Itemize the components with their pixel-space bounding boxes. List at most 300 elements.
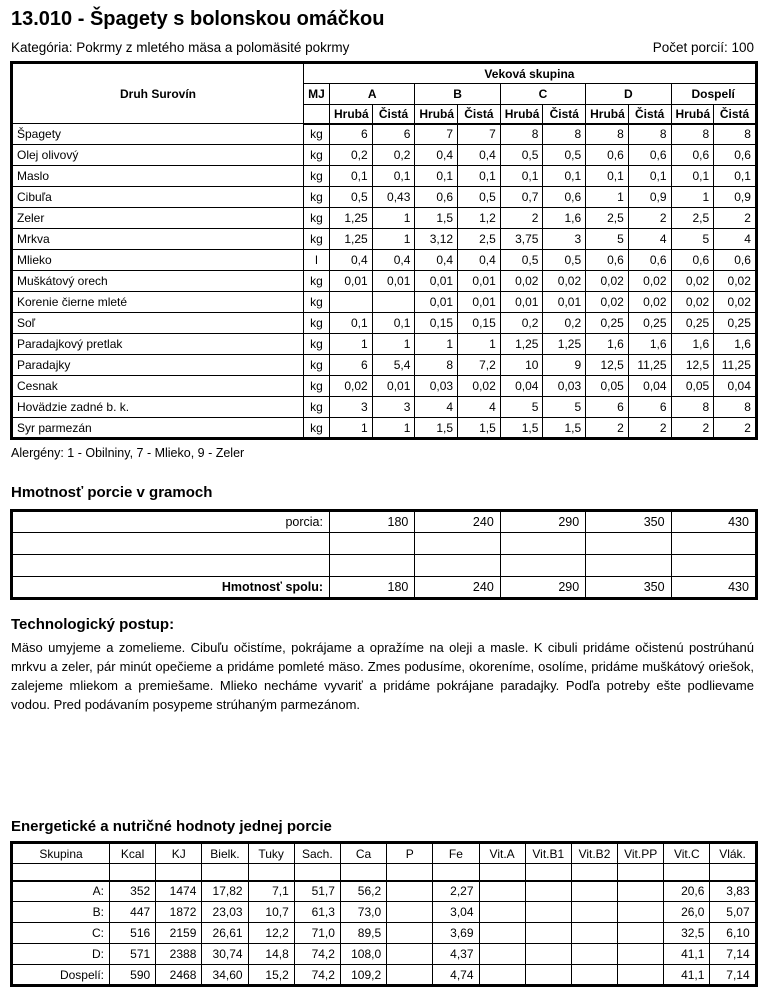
ingredient-value: 0,04	[628, 376, 671, 397]
nutrition-value: 6,10	[710, 923, 756, 944]
ingredient-value: 8	[543, 124, 586, 145]
nutrition-value	[571, 965, 617, 986]
nutrition-value	[387, 864, 433, 881]
col-header-hruba: Hrubá	[330, 105, 373, 124]
nutrition-value: 34,60	[202, 965, 248, 986]
nutrition-value: 30,74	[202, 944, 248, 965]
nutrition-value	[525, 965, 571, 986]
ingredient-value: 0,05	[586, 376, 629, 397]
weight-value: 350	[586, 511, 671, 533]
weight-value	[415, 533, 500, 555]
col-header-cista: Čistá	[458, 105, 501, 124]
ingredients-table	[10, 61, 758, 440]
ingredient-value: 3,12	[415, 229, 458, 250]
ingredient-value: 0,25	[586, 313, 629, 334]
ingredients-header-row-1	[12, 63, 757, 84]
col-header-cista: Čistá	[543, 105, 586, 124]
nutrition-value	[387, 944, 433, 965]
ingredient-value: 0,6	[586, 145, 629, 166]
ingredient-value: 0,02	[628, 292, 671, 313]
ingredient-value: 0,2	[500, 313, 543, 334]
col-header-group-dospelí: Dospelí	[671, 84, 756, 105]
weight-value: 240	[415, 511, 500, 533]
col-header-hruba: Hrubá	[671, 105, 714, 124]
nutrition-value: 32,5	[664, 923, 710, 944]
ingredient-value: 0,6	[543, 187, 586, 208]
nutrition-row	[12, 881, 757, 902]
ingredient-value: 5	[586, 229, 629, 250]
ingredient-row	[12, 271, 757, 292]
weight-value: 430	[671, 511, 756, 533]
ingredient-value: 6	[586, 397, 629, 418]
ingredient-value: 0,1	[714, 166, 757, 187]
ingredient-row	[12, 208, 757, 229]
ingredient-unit: kg	[304, 145, 330, 166]
weight-value	[586, 533, 671, 555]
weight-value	[500, 533, 585, 555]
ingredient-unit: kg	[304, 334, 330, 355]
ingredient-unit: kg	[304, 271, 330, 292]
allergens-line: Alergény: 1 - Obilniny, 7 - Mlieko, 9 - Zeler	[11, 446, 245, 460]
nutrition-value	[710, 864, 756, 881]
col-header-cista: Čistá	[714, 105, 757, 124]
ingredient-name: Špagety	[12, 124, 304, 145]
ingredient-value: 2	[628, 208, 671, 229]
nutrition-value: 73,0	[340, 902, 386, 923]
ingredient-unit: kg	[304, 229, 330, 250]
ingredient-row	[12, 124, 757, 145]
ingredient-value: 1	[372, 418, 415, 439]
ingredient-value: 0,1	[500, 166, 543, 187]
nutrition-value	[202, 864, 248, 881]
ingredient-value: 12,5	[671, 355, 714, 376]
nutrition-heading: Energetické a nutričné hodnoty jednej porcie	[11, 818, 332, 835]
nutrition-value: 12,2	[248, 923, 294, 944]
ingredient-value: 0,1	[372, 313, 415, 334]
ingredient-value: 0,02	[671, 292, 714, 313]
col-header-druh-surovin: Druh Surovín	[12, 63, 304, 124]
ingredient-value: 2,5	[458, 229, 501, 250]
nutrition-value: 15,2	[248, 965, 294, 986]
col-header-group-d: D	[586, 84, 671, 105]
nutrition-value: 108,0	[340, 944, 386, 965]
ingredient-value: 1,25	[543, 334, 586, 355]
ingredient-value: 0,02	[458, 376, 501, 397]
ingredient-value: 0,6	[628, 145, 671, 166]
ingredient-name: Mlieko	[12, 250, 304, 271]
ingredient-value: 0,01	[415, 271, 458, 292]
nutrition-value	[294, 864, 340, 881]
weight-value: 350	[586, 577, 671, 599]
weight-value	[671, 533, 756, 555]
nutrition-value: 2388	[156, 944, 202, 965]
nutrition-value	[387, 965, 433, 986]
nutrition-value: 7,1	[248, 881, 294, 902]
nutrition-col-header: Fe	[433, 843, 479, 864]
ingredient-value: 0,02	[671, 271, 714, 292]
nutrition-value	[479, 965, 525, 986]
nutrition-value	[571, 881, 617, 902]
nutrition-row	[12, 864, 757, 881]
col-header-cista: Čistá	[372, 105, 415, 124]
nutrition-row-label: C:	[12, 923, 110, 944]
ingredient-value: 0,02	[628, 271, 671, 292]
ingredient-value: 7,2	[458, 355, 501, 376]
ingredient-row	[12, 355, 757, 376]
ingredient-row	[12, 418, 757, 439]
ingredient-value	[330, 292, 373, 313]
weight-value	[330, 555, 415, 577]
ingredient-unit: kg	[304, 376, 330, 397]
nutrition-value: 10,7	[248, 902, 294, 923]
ingredient-value: 0,1	[671, 166, 714, 187]
ingredient-value: 2	[628, 418, 671, 439]
category-label: Kategória: Pokrmy z mletého mäsa a polomäsité pokrmy	[11, 40, 350, 55]
ingredient-value: 0,01	[372, 271, 415, 292]
ingredient-value: 1,5	[500, 418, 543, 439]
ingredient-value: 0,25	[671, 313, 714, 334]
ingredient-name: Syr parmezán	[12, 418, 304, 439]
nutrition-value: 26,61	[202, 923, 248, 944]
ingredient-name: Maslo	[12, 166, 304, 187]
ingredient-row	[12, 145, 757, 166]
col-header-vekova-skupina: Veková skupina	[304, 63, 757, 84]
ingredient-unit: kg	[304, 397, 330, 418]
nutrition-value	[248, 864, 294, 881]
nutrition-value: 7,14	[710, 965, 756, 986]
nutrition-value	[618, 902, 664, 923]
ingredient-value: 0,2	[372, 145, 415, 166]
nutrition-value: 71,0	[294, 923, 340, 944]
ingredient-value: 0,1	[330, 166, 373, 187]
ingredient-value: 0,01	[500, 292, 543, 313]
weight-value	[330, 533, 415, 555]
nutrition-row	[12, 944, 757, 965]
ingredient-value: 0,4	[330, 250, 373, 271]
nutrition-value: 74,2	[294, 965, 340, 986]
nutrition-row-label: B:	[12, 902, 110, 923]
nutrition-value: 1872	[156, 902, 202, 923]
ingredient-name: Muškátový orech	[12, 271, 304, 292]
nutrition-value	[387, 923, 433, 944]
col-header-group-c: C	[500, 84, 585, 105]
ingredient-value: 4	[458, 397, 501, 418]
col-header-hruba: Hrubá	[415, 105, 458, 124]
nutrition-value	[618, 944, 664, 965]
ingredient-value: 0,01	[458, 292, 501, 313]
ingredient-value: 5	[671, 229, 714, 250]
nutrition-value: 571	[110, 944, 156, 965]
weight-row	[12, 555, 757, 577]
ingredient-value: 0,02	[500, 271, 543, 292]
nutrition-value: 61,3	[294, 902, 340, 923]
weight-value: 430	[671, 577, 756, 599]
ingredient-value: 0,6	[586, 250, 629, 271]
ingredient-value: 3	[330, 397, 373, 418]
nutrition-value: 3,83	[710, 881, 756, 902]
ingredient-value: 0,1	[586, 166, 629, 187]
nutrition-value: 56,2	[340, 881, 386, 902]
ingredient-unit: kg	[304, 124, 330, 145]
col-header-group-a: A	[330, 84, 415, 105]
nutrition-value: 5,07	[710, 902, 756, 923]
ingredient-value: 1,25	[500, 334, 543, 355]
ingredient-value: 0,4	[458, 145, 501, 166]
nutrition-row	[12, 902, 757, 923]
ingredient-value: 5	[500, 397, 543, 418]
weight-row	[12, 533, 757, 555]
ingredient-value: 0,6	[714, 250, 757, 271]
ingredient-value: 6	[330, 355, 373, 376]
ingredient-row	[12, 376, 757, 397]
nutrition-value	[618, 923, 664, 944]
mj-empty-cell	[304, 105, 330, 124]
ingredient-value: 8	[671, 124, 714, 145]
nutrition-table	[10, 841, 758, 987]
nutrition-col-header: Vit.A	[479, 843, 525, 864]
nutrition-value	[525, 923, 571, 944]
ingredient-value: 1,5	[415, 418, 458, 439]
ingredient-value: 1	[372, 229, 415, 250]
nutrition-value	[479, 923, 525, 944]
weight-value	[671, 555, 756, 577]
nutrition-value: 89,5	[340, 923, 386, 944]
ingredient-value: 11,25	[628, 355, 671, 376]
ingredient-row	[12, 334, 757, 355]
ingredient-value: 1	[330, 418, 373, 439]
nutrition-value: 3,69	[433, 923, 479, 944]
nutrition-value	[110, 864, 156, 881]
ingredient-value: 0,4	[415, 145, 458, 166]
nutrition-value: 74,2	[294, 944, 340, 965]
ingredient-name: Soľ	[12, 313, 304, 334]
ingredient-row	[12, 250, 757, 271]
nutrition-value: 14,8	[248, 944, 294, 965]
nutrition-value	[479, 881, 525, 902]
ingredient-value: 0,4	[415, 250, 458, 271]
nutrition-value	[387, 902, 433, 923]
ingredient-value: 0,02	[543, 271, 586, 292]
ingredient-value: 8	[500, 124, 543, 145]
nutrition-value: 2159	[156, 923, 202, 944]
process-text: Mäso umyjeme a zomelieme. Cibuľu očistíme, pokrájame a opražíme na oleji a masle. K cibuli pridáme očistenú postrúhanú mrkvu a zeler, pár minút opečieme a pridáme pomleté mäso. Zmes podusíme, okoreníme, osolíme, pridáme muškátový oriešok, zalejeme mliekom a premiešame. Mlieko necháme vyvariť a pridáme pokrájane paradajky. Podľa potreby ešte podlievame vodou. Pred podávaním posypeme strúhaným parmezánom.	[11, 640, 754, 712]
ingredient-value: 0,01	[330, 271, 373, 292]
nutrition-col-header: Vit.C	[664, 843, 710, 864]
ingredient-unit: kg	[304, 166, 330, 187]
nutrition-value: 7,14	[710, 944, 756, 965]
ingredient-value: 6	[330, 124, 373, 145]
ingredient-value: 0,1	[372, 166, 415, 187]
ingredient-value: 0,5	[543, 145, 586, 166]
nutrition-value	[525, 944, 571, 965]
ingredient-value: 1,25	[330, 229, 373, 250]
ingredient-value: 1,6	[628, 334, 671, 355]
ingredient-value: 0,1	[458, 166, 501, 187]
nutrition-value	[571, 944, 617, 965]
page-title: 13.010 - Špagety s bolonskou omáčkou	[11, 8, 385, 30]
ingredient-value: 7	[458, 124, 501, 145]
ingredient-row	[12, 397, 757, 418]
ingredient-value: 1,25	[330, 208, 373, 229]
ingredient-value: 8	[628, 124, 671, 145]
ingredient-row	[12, 166, 757, 187]
nutrition-value: 2,27	[433, 881, 479, 902]
ingredient-value: 0,02	[330, 376, 373, 397]
ingredient-value: 6	[372, 124, 415, 145]
ingredient-value: 0,7	[500, 187, 543, 208]
ingredient-value: 2,5	[586, 208, 629, 229]
ingredient-value: 0,15	[415, 313, 458, 334]
nutrition-value	[525, 902, 571, 923]
nutrition-value	[479, 864, 525, 881]
nutrition-header-row	[12, 843, 757, 864]
nutrition-col-header: Skupina	[12, 843, 110, 864]
ingredient-row	[12, 229, 757, 250]
nutrition-row-label: A:	[12, 881, 110, 902]
nutrition-value	[618, 881, 664, 902]
nutrition-value: 41,1	[664, 965, 710, 986]
nutrition-col-header: Vlák.	[710, 843, 756, 864]
nutrition-value: 26,0	[664, 902, 710, 923]
ingredient-value: 2	[714, 418, 757, 439]
ingredient-value: 0,6	[415, 187, 458, 208]
weight-row-label	[12, 555, 330, 577]
ingredient-value: 1,5	[458, 418, 501, 439]
nutrition-value: 590	[110, 965, 156, 986]
ingredient-value: 8	[671, 397, 714, 418]
ingredient-value: 9	[543, 355, 586, 376]
ingredient-value: 1	[671, 187, 714, 208]
nutrition-value	[571, 923, 617, 944]
nutrition-value: 17,82	[202, 881, 248, 902]
nutrition-col-header: Tuky	[248, 843, 294, 864]
nutrition-row-label: D:	[12, 944, 110, 965]
ingredient-value: 0,04	[500, 376, 543, 397]
nutrition-value	[618, 864, 664, 881]
ingredient-value: 2,5	[671, 208, 714, 229]
weight-value: 240	[415, 577, 500, 599]
nutrition-value: 20,6	[664, 881, 710, 902]
nutrition-value	[571, 902, 617, 923]
nutrition-value	[479, 902, 525, 923]
ingredient-value: 2	[714, 208, 757, 229]
weight-value	[586, 555, 671, 577]
ingredient-value: 0,25	[714, 313, 757, 334]
nutrition-value	[479, 944, 525, 965]
ingredient-unit: l	[304, 250, 330, 271]
ingredient-value: 0,05	[671, 376, 714, 397]
ingredient-value: 0,02	[586, 271, 629, 292]
weight-value	[415, 555, 500, 577]
nutrition-value: 4,37	[433, 944, 479, 965]
weight-value: 180	[330, 511, 415, 533]
ingredient-name: Mrkva	[12, 229, 304, 250]
ingredient-value: 0,5	[500, 250, 543, 271]
nutrition-value: 352	[110, 881, 156, 902]
ingredient-value: 0,2	[543, 313, 586, 334]
ingredient-value: 0,15	[458, 313, 501, 334]
nutrition-col-header: Vit.B2	[571, 843, 617, 864]
nutrition-row-label	[12, 864, 110, 881]
portions-count: Počet porcií: 100	[652, 40, 754, 55]
ingredient-value: 0,01	[372, 376, 415, 397]
ingredient-value: 2	[586, 418, 629, 439]
ingredient-value: 1,6	[671, 334, 714, 355]
ingredient-value: 8	[586, 124, 629, 145]
nutrition-row	[12, 923, 757, 944]
nutrition-value	[618, 965, 664, 986]
ingredient-value: 2	[671, 418, 714, 439]
nutrition-value	[340, 864, 386, 881]
ingredient-value: 1,6	[543, 208, 586, 229]
nutrition-value: 51,7	[294, 881, 340, 902]
weight-row	[12, 511, 757, 533]
col-header-hruba: Hrubá	[586, 105, 629, 124]
ingredient-name: Olej olivový	[12, 145, 304, 166]
ingredient-value: 1,5	[543, 418, 586, 439]
nutrition-value	[571, 864, 617, 881]
nutrition-value: 23,03	[202, 902, 248, 923]
ingredient-unit: kg	[304, 418, 330, 439]
ingredient-unit: kg	[304, 355, 330, 376]
ingredient-value: 0,9	[628, 187, 671, 208]
ingredient-value: 0,02	[586, 292, 629, 313]
ingredient-value: 0,04	[714, 376, 757, 397]
nutrition-col-header: Ca	[340, 843, 386, 864]
ingredient-value: 1	[330, 334, 373, 355]
ingredient-row	[12, 313, 757, 334]
ingredient-value: 12,5	[586, 355, 629, 376]
nutrition-col-header: P	[387, 843, 433, 864]
ingredient-value: 0,1	[543, 166, 586, 187]
ingredient-value: 0,02	[714, 292, 757, 313]
ingredient-value: 6	[628, 397, 671, 418]
weight-row-label: porcia:	[12, 511, 330, 533]
ingredient-value: 8	[714, 124, 757, 145]
col-header-cista: Čistá	[628, 105, 671, 124]
ingredient-name: Hovädzie zadné b. k.	[12, 397, 304, 418]
portion-weight-table	[10, 509, 758, 600]
ingredient-value: 0,1	[330, 313, 373, 334]
nutrition-col-header: Vit.PP	[618, 843, 664, 864]
weight-row-label	[12, 533, 330, 555]
nutrition-row-label: Dospelí:	[12, 965, 110, 986]
ingredient-value: 0,4	[372, 250, 415, 271]
nutrition-value: 447	[110, 902, 156, 923]
ingredient-value: 1	[458, 334, 501, 355]
ingredient-value: 3	[543, 229, 586, 250]
ingredient-value	[372, 292, 415, 313]
portion-weight-heading: Hmotnosť porcie v gramoch	[11, 484, 213, 501]
nutrition-col-header: Kcal	[110, 843, 156, 864]
nutrition-value: 41,1	[664, 944, 710, 965]
ingredient-value: 0,01	[543, 292, 586, 313]
ingredient-value: 1	[372, 208, 415, 229]
col-header-hruba: Hrubá	[500, 105, 543, 124]
ingredient-value: 3,75	[500, 229, 543, 250]
weight-value	[500, 555, 585, 577]
ingredient-row	[12, 187, 757, 208]
ingredient-value: 4	[415, 397, 458, 418]
nutrition-value: 2468	[156, 965, 202, 986]
nutrition-col-header: KJ	[156, 843, 202, 864]
ingredient-name: Korenie čierne mleté	[12, 292, 304, 313]
nutrition-value: 1474	[156, 881, 202, 902]
ingredient-value: 0,1	[415, 166, 458, 187]
nutrition-col-header: Sach.	[294, 843, 340, 864]
ingredient-value: 4	[628, 229, 671, 250]
ingredient-value: 7	[415, 124, 458, 145]
